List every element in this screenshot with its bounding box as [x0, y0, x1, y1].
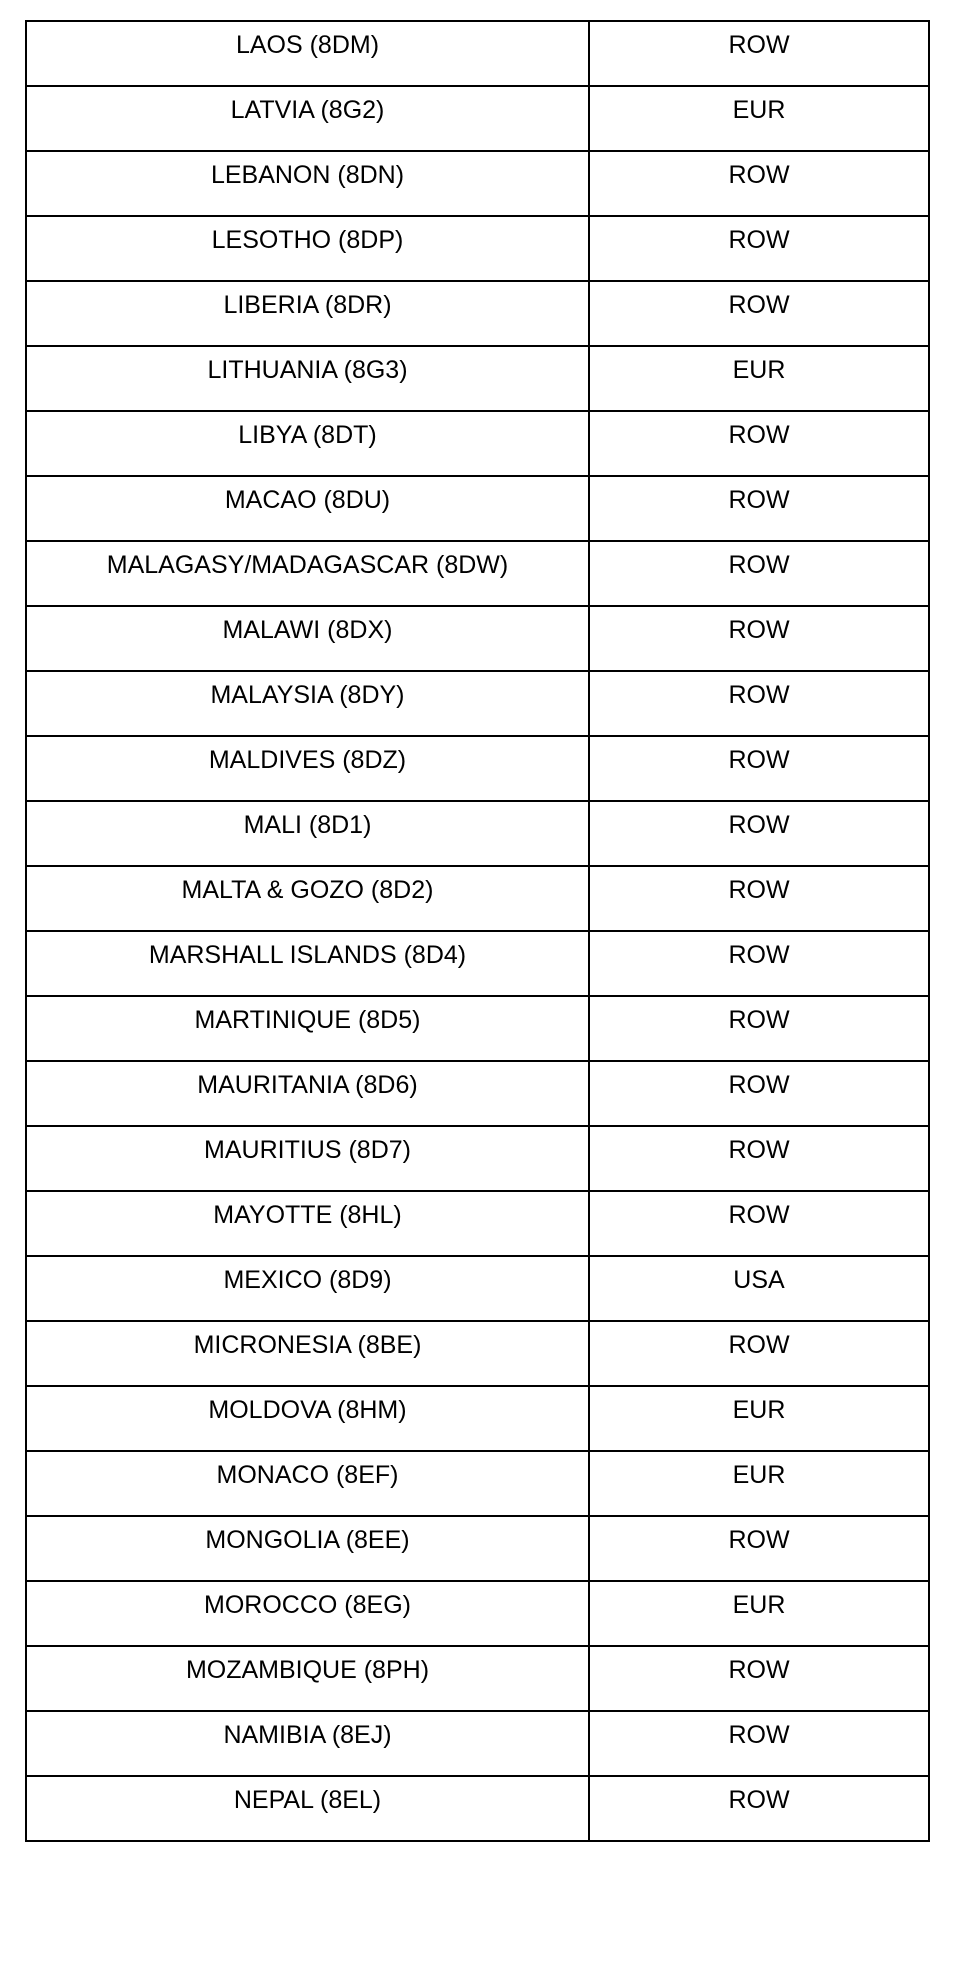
- region-cell: [589, 476, 929, 541]
- country-name: MONGOLIA (8EE): [205, 1526, 410, 1554]
- region-code: ROW: [728, 1526, 790, 1554]
- country-cell: [26, 1191, 589, 1256]
- table-row: [26, 1581, 929, 1646]
- region-code: EUR: [732, 1461, 786, 1489]
- region-cell: [589, 606, 929, 671]
- country-cell: [26, 1256, 589, 1321]
- country-name: MOZAMBIQUE (8PH): [185, 1656, 430, 1684]
- region-cell: [589, 21, 929, 86]
- region-cell: [589, 1191, 929, 1256]
- region-cell: [589, 346, 929, 411]
- table-row: [26, 216, 929, 281]
- country-name: LIBERIA (8DR): [223, 291, 392, 319]
- region-cell: [589, 671, 929, 736]
- country-name: MACAO (8DU): [224, 486, 391, 514]
- table-row: [26, 866, 929, 931]
- country-cell: [26, 1451, 589, 1516]
- country-cell: [26, 1646, 589, 1711]
- country-name: MALAWI (8DX): [222, 616, 393, 644]
- country-name: LATVIA (8G2): [230, 96, 385, 124]
- region-cell: [589, 1061, 929, 1126]
- country-cell: [26, 1386, 589, 1451]
- country-cell: [26, 411, 589, 476]
- country-name: LESOTHO (8DP): [211, 226, 404, 254]
- region-code: ROW: [728, 1721, 790, 1749]
- region-cell: [589, 1516, 929, 1581]
- region-code: ROW: [728, 876, 790, 904]
- country-cell: [26, 736, 589, 801]
- country-name: LITHUANIA (8G3): [207, 356, 408, 384]
- region-code: ROW: [728, 746, 790, 774]
- table-row: [26, 1256, 929, 1321]
- table-row: [26, 671, 929, 736]
- country-name: MALDIVES (8DZ): [208, 746, 407, 774]
- table-row: [26, 1386, 929, 1451]
- region-code: ROW: [728, 226, 790, 254]
- country-name: NAMIBIA (8EJ): [223, 1721, 392, 1749]
- table-row: [26, 21, 929, 86]
- region-code: ROW: [728, 1331, 790, 1359]
- country-name: MALAGASY/MADAGASCAR (8DW): [106, 551, 509, 579]
- region-code: ROW: [728, 551, 790, 579]
- country-cell: [26, 931, 589, 996]
- country-cell: [26, 151, 589, 216]
- country-name: LIBYA (8DT): [238, 421, 377, 449]
- country-cell: [26, 86, 589, 151]
- region-cell: [589, 1321, 929, 1386]
- country-name: MAURITIUS (8D7): [204, 1136, 411, 1164]
- table-row: [26, 411, 929, 476]
- region-code: ROW: [728, 941, 790, 969]
- country-cell: [26, 216, 589, 281]
- region-code: ROW: [728, 1786, 790, 1814]
- table-row: [26, 996, 929, 1061]
- country-cell: [26, 1581, 589, 1646]
- region-cell: [589, 541, 929, 606]
- region-cell: [589, 1776, 929, 1841]
- table-row: [26, 1191, 929, 1256]
- region-code: ROW: [728, 1006, 790, 1034]
- country-cell: [26, 866, 589, 931]
- region-cell: [589, 281, 929, 346]
- table-row: [26, 1776, 929, 1841]
- country-cell: [26, 1321, 589, 1386]
- table-row: [26, 1126, 929, 1191]
- region-code: EUR: [732, 1396, 786, 1424]
- country-name: MARSHALL ISLANDS (8D4): [148, 941, 467, 969]
- country-cell: [26, 281, 589, 346]
- country-name: MAURITANIA (8D6): [197, 1071, 418, 1099]
- region-code: ROW: [728, 1201, 790, 1229]
- country-name: MOLDOVA (8HM): [208, 1396, 407, 1424]
- country-name: MICRONESIA (8BE): [193, 1331, 422, 1359]
- region-cell: [589, 411, 929, 476]
- country-region-table: [25, 20, 930, 1842]
- region-cell: [589, 1451, 929, 1516]
- region-code: ROW: [728, 31, 790, 59]
- region-code: ROW: [728, 421, 790, 449]
- table-row: [26, 1321, 929, 1386]
- region-code: ROW: [728, 1071, 790, 1099]
- region-cell: [589, 996, 929, 1061]
- country-cell: [26, 606, 589, 671]
- country-name: LEBANON (8DN): [210, 161, 405, 189]
- region-code: ROW: [728, 161, 790, 189]
- country-name: MALTA & GOZO (8D2): [181, 876, 434, 904]
- country-cell: [26, 346, 589, 411]
- table-row: [26, 1516, 929, 1581]
- country-cell: [26, 1126, 589, 1191]
- region-code: ROW: [728, 486, 790, 514]
- table-row: [26, 606, 929, 671]
- table-row: [26, 151, 929, 216]
- table-row: [26, 86, 929, 151]
- region-code: EUR: [732, 96, 786, 124]
- country-cell: [26, 996, 589, 1061]
- region-cell: [589, 151, 929, 216]
- country-cell: [26, 1061, 589, 1126]
- region-code: EUR: [732, 1591, 786, 1619]
- region-cell: [589, 1256, 929, 1321]
- country-name: MONACO (8EF): [216, 1461, 399, 1489]
- country-name: MOROCCO (8EG): [204, 1591, 411, 1619]
- country-name: NEPAL (8EL): [233, 1786, 382, 1814]
- table-row: [26, 346, 929, 411]
- country-name: MALI (8D1): [243, 811, 372, 839]
- table-row: [26, 1451, 929, 1516]
- region-cell: [589, 736, 929, 801]
- country-name: MALAYSIA (8DY): [210, 681, 405, 709]
- country-name: MARTINIQUE (8D5): [194, 1006, 421, 1034]
- table-row: [26, 1646, 929, 1711]
- region-cell: [589, 1646, 929, 1711]
- region-cell: [589, 86, 929, 151]
- country-cell: [26, 1711, 589, 1776]
- region-code: ROW: [728, 681, 790, 709]
- country-cell: [26, 671, 589, 736]
- country-cell: [26, 1776, 589, 1841]
- region-cell: [589, 866, 929, 931]
- table-row: [26, 801, 929, 866]
- country-name: LAOS (8DM): [235, 31, 380, 59]
- table-row: [26, 736, 929, 801]
- region-code: ROW: [728, 1656, 790, 1684]
- region-code: EUR: [732, 356, 786, 384]
- table-row: [26, 541, 929, 606]
- region-code: ROW: [728, 811, 790, 839]
- country-name: MAYOTTE (8HL): [213, 1201, 402, 1229]
- region-code: ROW: [728, 291, 790, 319]
- table-row: [26, 281, 929, 346]
- country-cell: [26, 541, 589, 606]
- region-code: ROW: [728, 1136, 790, 1164]
- country-cell: [26, 21, 589, 86]
- table-row: [26, 1711, 929, 1776]
- region-code: ROW: [728, 616, 790, 644]
- country-cell: [26, 1516, 589, 1581]
- table-row: [26, 931, 929, 996]
- country-name: MEXICO (8D9): [223, 1266, 392, 1294]
- region-cell: [589, 801, 929, 866]
- table-row: [26, 1061, 929, 1126]
- table-row: [26, 476, 929, 541]
- region-cell: [589, 1711, 929, 1776]
- region-cell: [589, 1581, 929, 1646]
- table-body: [26, 21, 929, 1841]
- region-cell: [589, 216, 929, 281]
- region-cell: [589, 1126, 929, 1191]
- region-cell: [589, 1386, 929, 1451]
- country-cell: [26, 801, 589, 866]
- country-cell: [26, 476, 589, 541]
- region-cell: [589, 931, 929, 996]
- region-code: USA: [733, 1266, 785, 1294]
